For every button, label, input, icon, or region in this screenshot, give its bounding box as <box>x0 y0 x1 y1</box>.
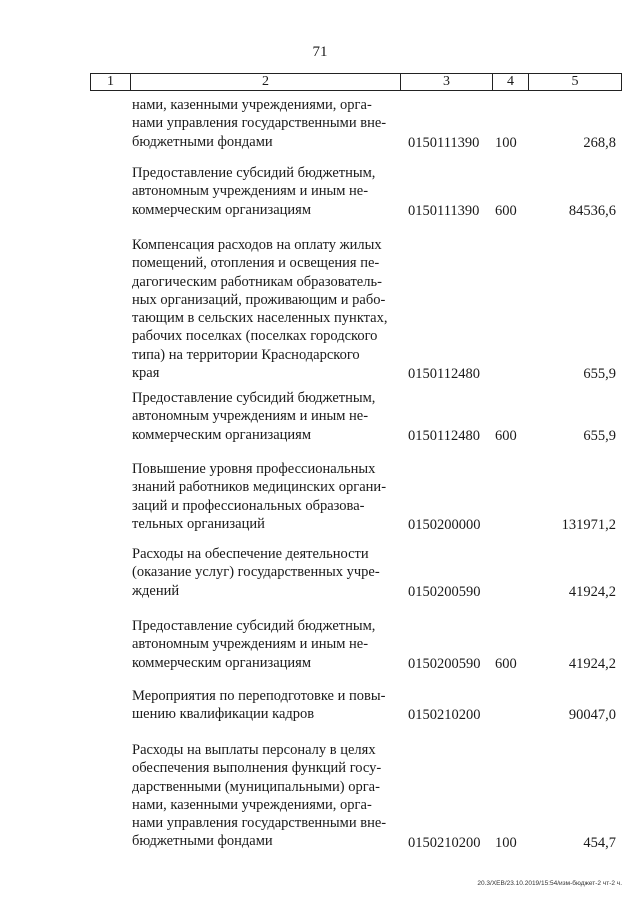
description-line: нами управления государственными вне- <box>132 115 387 132</box>
row-expense-type: 600 <box>495 202 517 219</box>
header-col-1: 1 <box>90 74 130 90</box>
row-expense-type: 100 <box>495 134 517 151</box>
description-line: помещений, отопления и освещения пе- <box>132 255 380 272</box>
description-line: Расходы на выплаты персоналу в целях <box>132 742 376 758</box>
description-line: дарственными (муниципальными) орга- <box>132 778 380 795</box>
row-code: 0150111390 <box>408 202 480 219</box>
row-amount: 268,8 <box>583 134 616 151</box>
row-expense-type: 100 <box>495 834 517 851</box>
description-line: шению квалификации кадров <box>132 706 315 723</box>
row-amount: 90047,0 <box>568 707 616 724</box>
description-line: рабочих поселках (поселках городского <box>132 328 378 345</box>
description-line: бюджетными фондами <box>132 833 273 850</box>
row-expense-type: 600 <box>495 427 517 444</box>
row-description <box>132 460 400 533</box>
row-code: 0150200000 <box>408 516 481 533</box>
description-line: Расходы на обеспечение деятельности <box>132 546 369 562</box>
description-line: бюджетными фондами <box>132 133 273 150</box>
description-line: Предоставление субсидий бюджетным, <box>132 390 376 406</box>
row-code: 0150200590 <box>408 583 481 600</box>
row-amount: 84536,6 <box>568 202 616 219</box>
description-line: Предоставление субсидий бюджетным, <box>132 165 376 181</box>
row-code: 0150112480 <box>408 366 480 383</box>
row-code: 0150112480 <box>408 427 480 444</box>
description-line: типа) на территории Краснодарского <box>132 346 360 363</box>
description-line: автономным учреждениям и иным не- <box>132 408 369 425</box>
row-description <box>132 164 400 219</box>
description-line: коммерческим организациям <box>132 201 312 218</box>
row-code: 0150210200 <box>408 707 481 724</box>
description-line: ных организаций, проживающим и рабо- <box>132 291 386 308</box>
row-description <box>132 617 400 672</box>
description-line: дагогическим работникам образователь- <box>132 273 382 290</box>
description-line: знаний работников медицинских органи- <box>132 479 387 496</box>
description-line: тельных организаций <box>132 515 265 532</box>
header-col-5: 5 <box>528 74 622 90</box>
description-line: нами управления государственными вне- <box>132 815 387 832</box>
row-amount: 41924,2 <box>568 583 616 600</box>
header-col-3: 3 <box>400 74 492 90</box>
row-description <box>132 236 400 382</box>
description-line: коммерческим организациям <box>132 426 312 443</box>
description-line: (оказание услуг) государственных учре- <box>132 564 380 581</box>
description-line: Предоставление субсидий бюджетным, <box>132 618 376 634</box>
header-col-4: 4 <box>492 74 528 90</box>
row-code: 0150111390 <box>408 134 480 151</box>
row-description <box>132 687 400 724</box>
row-description <box>132 96 400 151</box>
row-code: 0150210200 <box>408 834 481 851</box>
description-line: края <box>132 365 160 382</box>
row-expense-type: 600 <box>495 655 517 672</box>
description-line: Мероприятия по переподготовке и повы- <box>132 688 386 704</box>
description-line: автономным учреждениям и иным не- <box>132 183 369 200</box>
description-line: нами, казенными учреждениями, орга- <box>132 97 372 113</box>
header-col-2: 2 <box>130 74 400 90</box>
description-line: обеспечения выполнения функций госу- <box>132 760 382 777</box>
description-line: тающим в сельских населенных пунктах, <box>132 310 388 327</box>
row-description <box>132 389 400 444</box>
description-line: коммерческим организациям <box>132 654 312 671</box>
row-amount: 41924,2 <box>568 655 616 672</box>
row-amount: 655,9 <box>583 427 616 444</box>
description-line: заций и профессиональных образова- <box>132 497 365 514</box>
description-line: автономным учреждениям и иным не- <box>132 636 369 653</box>
row-code: 0150200590 <box>408 655 481 672</box>
description-line: нами, казенными учреждениями, орга- <box>132 796 372 813</box>
row-description <box>132 545 400 600</box>
row-amount: 655,9 <box>583 366 616 383</box>
row-description <box>132 741 400 851</box>
description-line: ждений <box>132 582 180 599</box>
page-number: 71 <box>312 44 328 60</box>
description-line: Повышение уровня профессиональных <box>132 461 376 477</box>
description-line: Компенсация расходов на оплату жилых <box>132 237 382 253</box>
footer-stamp: 20.3/ХЕВ/23.10.2019/15:54/изм-бюджет-2 чт-2 ч. <box>477 880 622 887</box>
row-amount: 131971,2 <box>561 516 616 533</box>
row-amount: 454,7 <box>583 834 616 851</box>
